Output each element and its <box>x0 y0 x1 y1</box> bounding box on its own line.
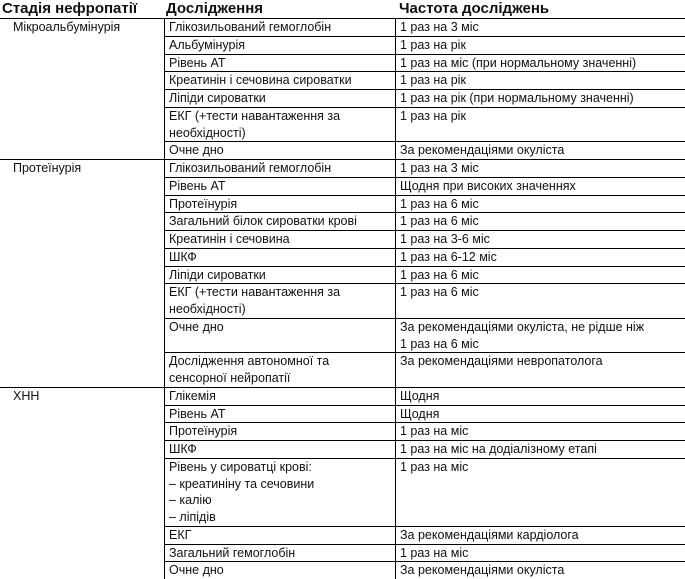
table-row <box>164 422 685 440</box>
frequency-line: За рекомендаціями окуліста <box>400 563 565 578</box>
frequency-line: 1 раз на міс <box>400 424 469 439</box>
test-line: Глікемія <box>169 388 216 403</box>
test-cell <box>164 196 396 213</box>
test-line: Дослідження автономної та <box>169 354 330 369</box>
frequency-cell <box>396 267 685 284</box>
table-body <box>0 18 685 579</box>
frequency-cell <box>396 19 685 36</box>
test-line: ЕКГ (+тести навантаження за <box>169 108 341 123</box>
table-row <box>164 248 685 266</box>
test-cell <box>164 527 396 544</box>
frequency-line: 1 раз на міс на додіалізному етапі <box>400 442 597 456</box>
test-line: ШКФ <box>169 442 197 456</box>
frequency-cell <box>396 527 685 544</box>
frequency-line: Щодня <box>400 406 440 421</box>
frequency-cell <box>396 213 685 230</box>
frequency-line: 1 раз на 3 міс <box>400 161 479 175</box>
frequency-cell <box>396 441 685 458</box>
test-line: Ліпіди сироватки <box>169 91 266 105</box>
test-line: сенсорної нейропатії <box>169 371 291 385</box>
frequency-cell <box>396 423 685 440</box>
test-cell <box>164 178 396 195</box>
test-line: Протеїнурія <box>169 424 238 439</box>
test-line: Очне дно <box>169 563 224 578</box>
frequency-cell <box>396 37 685 54</box>
test-line: Очне дно <box>169 143 224 158</box>
frequency-cell <box>396 55 685 72</box>
test-cell <box>164 406 396 423</box>
frequency-line: 1 раз на рік <box>400 73 466 88</box>
test-cell <box>164 142 396 159</box>
test-cell <box>164 90 396 107</box>
frequency-cell <box>396 142 685 159</box>
test-cell <box>164 319 396 353</box>
test-line: Креатинін і сечовина сироватки <box>169 73 352 88</box>
stage-group <box>0 387 685 579</box>
test-line: Протеїнурія <box>169 196 238 211</box>
test-cell <box>164 37 396 54</box>
frequency-line: 1 раз на 6 міс <box>400 336 479 351</box>
table-row <box>164 561 685 579</box>
test-line: Загальний гемоглобін <box>169 545 296 560</box>
frequency-line: 1 раз на 6-12 міс <box>400 249 497 264</box>
frequency-line: Щодня <box>400 388 440 403</box>
frequency-cell <box>396 231 685 248</box>
frequency-line: 1 раз на рік <box>400 37 466 52</box>
header-stage: Стадія нефропатії <box>2 0 138 17</box>
table-row <box>164 159 685 177</box>
frequency-line: 1 раз на 6 міс <box>400 285 479 300</box>
frequency-line: За рекомендаціями окуліста, не рідше ніж <box>400 319 645 334</box>
frequency-cell <box>396 459 685 526</box>
table-row <box>164 526 685 544</box>
table-row <box>164 89 685 107</box>
test-line: Глікозильований гемоглобін <box>169 20 332 34</box>
frequency-cell <box>396 196 685 213</box>
test-line: необхідності) <box>169 125 246 140</box>
test-cell <box>164 441 396 458</box>
test-cell <box>164 55 396 72</box>
test-line: ЕКГ (+тести навантаження за <box>169 285 341 300</box>
frequency-cell <box>396 72 685 89</box>
test-line: Ліпіди сироватки <box>169 267 266 282</box>
frequency-cell <box>396 406 685 423</box>
test-cell <box>164 249 396 266</box>
frequency-line: 1 раз на міс (при нормальному значенні) <box>400 55 637 70</box>
stage-label: ХНН <box>0 387 164 579</box>
frequency-cell <box>396 284 685 318</box>
frequency-cell <box>396 90 685 107</box>
frequency-line: За рекомендаціями кардіолога <box>400 527 579 542</box>
table-row <box>164 440 685 458</box>
test-line: – креатиніну та сечовини <box>169 476 315 491</box>
frequency-line: 1 раз на 6 міс <box>400 214 479 229</box>
table-header <box>0 0 685 18</box>
test-cell <box>164 160 396 177</box>
stage-group <box>0 18 685 159</box>
stage-label: Протеїнурія <box>0 159 164 387</box>
frequency-line: 1 раз на 3-6 міс <box>400 232 490 246</box>
table-row <box>164 195 685 213</box>
frequency-line: 1 раз на міс <box>400 545 469 560</box>
test-cell <box>164 562 396 579</box>
frequency-line: 1 раз на рік <box>400 108 466 123</box>
frequency-line: За рекомендаціями окуліста <box>400 143 565 158</box>
frequency-cell <box>396 249 685 266</box>
frequency-cell <box>396 562 685 579</box>
test-cell <box>164 388 396 405</box>
test-line: Загальний білок сироватки крові <box>169 214 357 229</box>
test-cell <box>164 267 396 284</box>
test-cell <box>164 108 396 142</box>
test-cell <box>164 423 396 440</box>
test-line: Альбумінурія <box>169 37 246 52</box>
table-row <box>164 107 685 142</box>
table-row <box>164 54 685 72</box>
table-row <box>164 212 685 230</box>
frequency-cell <box>396 353 685 387</box>
table-row <box>164 458 685 526</box>
frequency-line: 1 раз на рік (при нормальному значенні) <box>400 91 634 105</box>
frequency-cell <box>396 178 685 195</box>
stage-label: Мікроальбумінурія <box>0 18 164 159</box>
test-line: Креатинін і сечовина <box>169 232 290 246</box>
frequency-line: 1 раз на 6 міс <box>400 267 479 282</box>
table-row <box>164 36 685 54</box>
test-line: Рівень у сироватці крові: <box>169 459 312 474</box>
table-row <box>164 177 685 195</box>
test-line: ШКФ <box>169 249 197 264</box>
test-line: Рівень АТ <box>169 178 226 193</box>
frequency-cell <box>396 108 685 142</box>
table-row <box>164 405 685 423</box>
test-cell <box>164 284 396 318</box>
header-frequency: Частота досліджень <box>399 0 550 17</box>
table-row <box>164 352 685 387</box>
test-line: Рівень АТ <box>169 406 226 421</box>
test-cell <box>164 19 396 36</box>
table-row <box>164 266 685 284</box>
frequency-cell <box>396 388 685 405</box>
stage-group <box>0 159 685 387</box>
test-cell <box>164 213 396 230</box>
table-row <box>164 71 685 89</box>
test-line: Рівень АТ <box>169 55 226 70</box>
test-cell <box>164 72 396 89</box>
table-row <box>164 18 685 36</box>
table-row <box>164 230 685 248</box>
frequency-line: 1 раз на 6 міс <box>400 196 479 211</box>
test-line: ЕКГ <box>169 527 192 542</box>
table-row <box>164 318 685 353</box>
test-line: – ліпідів <box>169 510 216 524</box>
test-cell <box>164 353 396 387</box>
test-line: Глікозильований гемоглобін <box>169 161 332 175</box>
frequency-line: 1 раз на 3 міс <box>400 20 479 34</box>
frequency-line: За рекомендаціями невропатолога <box>400 354 603 369</box>
table-row <box>164 283 685 318</box>
test-cell <box>164 459 396 526</box>
test-line: необхідності) <box>169 302 246 316</box>
test-line: – калію <box>169 493 212 508</box>
frequency-line: 1 раз на міс <box>400 459 469 474</box>
frequency-cell <box>396 160 685 177</box>
test-cell <box>164 231 396 248</box>
frequency-cell <box>396 319 685 353</box>
table-row <box>164 387 685 405</box>
table-row <box>164 141 685 159</box>
frequency-line: Щодня при високих значеннях <box>400 178 576 193</box>
test-line: Очне дно <box>169 319 224 334</box>
header-test: Дослідження <box>166 0 264 17</box>
